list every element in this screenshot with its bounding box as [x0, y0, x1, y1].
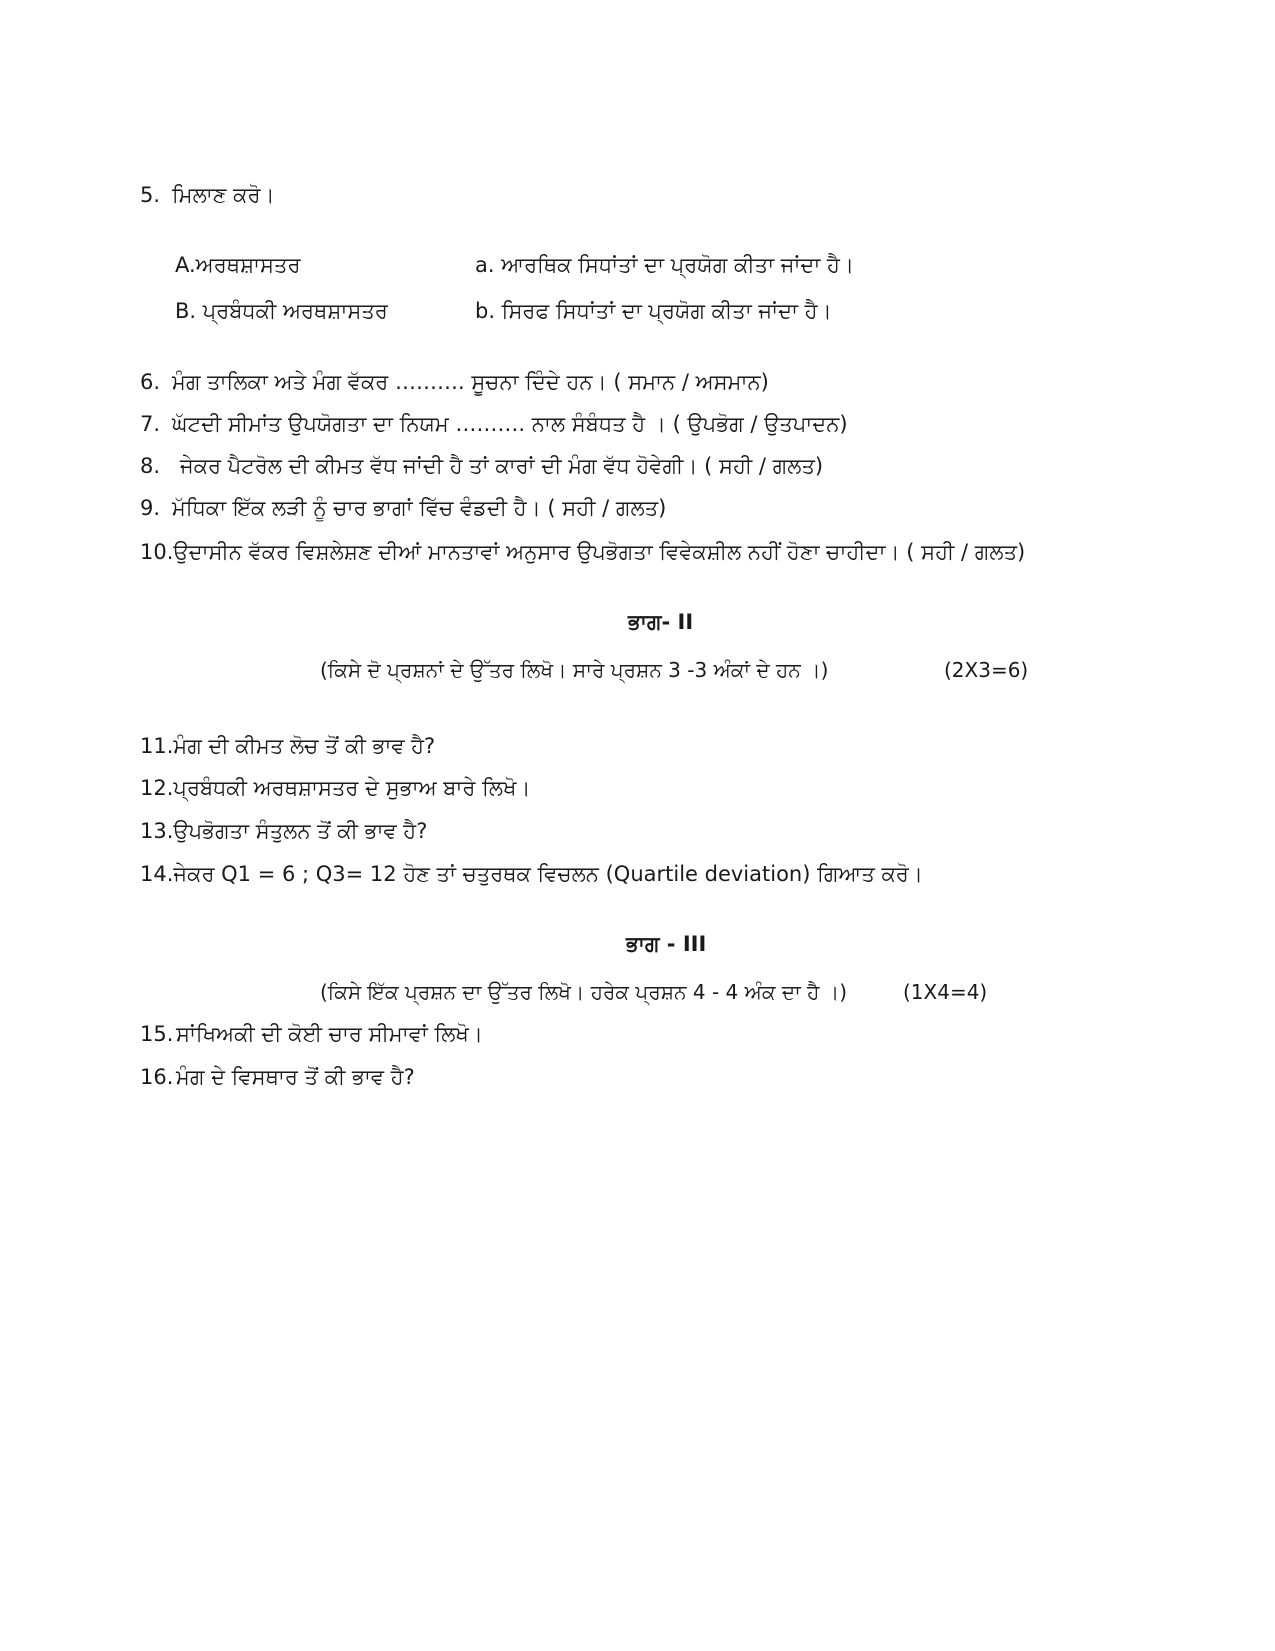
match-left-b: B. ਪ੍ਰਬੰਧਕੀ ਅਰਥਸ਼ਾਸਤਰ [175, 299, 388, 323]
question-15 [140, 1019, 483, 1049]
question-10 [140, 537, 1025, 567]
question-12 [140, 773, 531, 803]
question-number: 7. [140, 412, 161, 436]
question-text: ਉਪਭੋਗਤਾ ਸੰਤੁਲਨ ਤੋਂ ਕੀ ਭਾਵ ਹੈ? [173, 819, 428, 843]
question-number: 9. [140, 496, 161, 520]
part-2-instruction: (ਕਿਸੇ ਦੋ ਪ੍ਰਸ਼ਨਾਂ ਦੇ ਉੱਤਰ ਲਿਖੋ। ਸਾਰੇ ਪ੍ਰਸ਼ਨ 3 -3 ਅੰਕਾਂ ਦੇ ਹਨ ।) [320, 658, 829, 682]
question-6 [140, 367, 769, 397]
question-text: ਮੰਗ ਦੀ ਕੀਮਤ ਲੋਚ ਤੋਂ ਕੀ ਭਾਵ ਹੈ? [173, 734, 436, 758]
question-number: 12. [140, 776, 174, 800]
question-16 [140, 1062, 415, 1092]
question-9 [140, 493, 666, 523]
question-text: ਮੰਗ ਤਾਲਿਕਾ ਅਤੇ ਮੰਗ ਵੱਕਰ ………. ਸੂਚਨਾ ਦਿੰਦੇ ਹਨ। ( ਸਮਾਨ / ਅਸਮਾਨ) [172, 370, 769, 394]
question-text: ਘੱਟਦੀ ਸੀਮਾਂਤ ਉਪਯੋਗਤਾ ਦਾ ਨਿਯਮ ………. ਨਾਲ ਸੰਬੰਧਤ ਹੈ । ( ਉਪਭੋਗ / ਉਤਪਾਦਨ) [172, 412, 848, 436]
part-2-marks: (2X3=6) [944, 658, 1029, 682]
question-text: ਜੇਕਰ Q1 = 6 ; Q3= 12 ਹੋਣ ਤਾਂ ਚਤੁਰਥਕ ਵਿਚਲਨ (Quartile deviation) ਗਿਆਤ ਕਰੋ। [173, 862, 923, 886]
question-7 [140, 409, 848, 439]
question-number: 5. [140, 183, 161, 207]
question-number: 15. [140, 1022, 174, 1046]
question-text: ਪ੍ਰਬੰਧਕੀ ਅਰਥਸ਼ਾਸਤਰ ਦੇ ਸੁਭਾਅ ਬਾਰੇ ਲਿਖੋ। [173, 776, 531, 800]
question-text: ਮੰਗ ਦੇ ਵਿਸਥਾਰ ਤੋਂ ਕੀ ਭਾਵ ਹੈ? [176, 1065, 415, 1089]
question-number: 8. [140, 454, 161, 478]
match-right-b: b. ਸਿਰਫ ਸਿਧਾਂਤਾਂ ਦਾ ਪ੍ਰਯੋਗ ਕੀਤਾ ਜਾਂਦਾ ਹੈ। [475, 299, 832, 323]
question-number: 11. [140, 734, 174, 758]
match-left-a: A.ਅਰਥਸ਼ਾਸਤਰ [175, 253, 301, 277]
question-text: ਜੇਕਰ ਪੈਟਰੋਲ ਦੀ ਕੀਮਤ ਵੱਧ ਜਾਂਦੀ ਹੈ ਤਾਂ ਕਾਰਾਂ ਦੀ ਮੰਗ ਵੱਧ ਹੋਵੇਗੀ। ( ਸਹੀ / ਗਲਤ) [180, 454, 824, 478]
question-number: 10. [140, 540, 174, 564]
match-right-a: a. ਆਰਥਿਕ ਸਿਧਾਂਤਾਂ ਦਾ ਪ੍ਰਯੋਗ ਕੀਤਾ ਜਾਂਦਾ ਹੈ। [475, 253, 855, 277]
question-text: ਮੱਧਿਕਾ ਇੱਕ ਲੜੀ ਨੂੰ ਚਾਰ ਭਾਗਾਂ ਵਿੱਚ ਵੰਡਦੀ ਹੈ। ( ਸਹੀ / ਗਲਤ) [172, 496, 667, 520]
question-number: 14. [140, 862, 174, 886]
question-8 [140, 451, 823, 481]
question-number: 13. [140, 819, 174, 843]
part-3-heading: ਭਾਗ - III [626, 932, 707, 956]
part-2-heading: ਭਾਗ- II [628, 610, 694, 634]
question-14 [140, 859, 923, 889]
question-number: 6. [140, 370, 161, 394]
question-text: ਮਿਲਾਣ ਕਰੋ। [172, 183, 275, 207]
question-13 [140, 816, 427, 846]
question-number: 16. [140, 1065, 174, 1089]
part-3-instruction: (ਕਿਸੇ ਇੱਕ ਪ੍ਰਸ਼ਨ ਦਾ ਉੱਤਰ ਲਿਖੋ। ਹਰੇਕ ਪ੍ਰਸ਼ਨ 4 - 4 ਅੰਕ ਦਾ ਹੈ ।) [320, 980, 848, 1004]
question-11 [140, 731, 435, 761]
question-text: ਸਾਂਖਿਅਕੀ ਦੀ ਕੋਈ ਚਾਰ ਸੀਮਾਵਾਂ ਲਿਖੋ। [176, 1022, 483, 1046]
question-text: ਉਦਾਸੀਨ ਵੱਕਰ ਵਿਸ਼ਲੇਸ਼ਣ ਦੀਆਂ ਮਾਨਤਾਵਾਂ ਅਨੁਸਾਰ ਉਪਭੋਗਤਾ ਵਿਵੇਕਸ਼ੀਲ ਨਹੀਂ ਹੋਣਾ ਚਾਹੀਦਾ। ( ਸਹੀ / ਗਲਤ) [173, 540, 1026, 564]
part-3-marks: (1X4=4) [903, 980, 988, 1004]
question-5 [140, 180, 275, 210]
